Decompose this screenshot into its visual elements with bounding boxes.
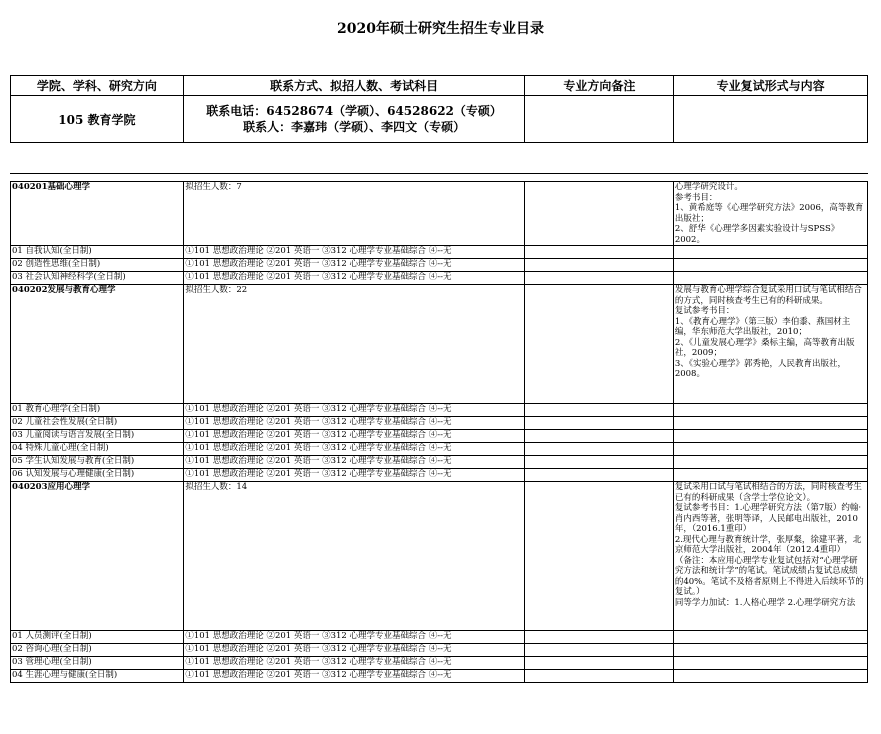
page-title: 2020年硕士研究生招生专业目录 (337, 21, 544, 37)
direction-retest (673, 469, 867, 482)
direction-retest (673, 670, 867, 683)
contact-phone: 联系电话：64528674（学硕）、64528622（专硕） (206, 104, 502, 118)
direction-row (11, 456, 868, 469)
direction-name: 05 学生认知发展与教育(全日制) (11, 456, 184, 469)
direction-exams: ①101 思想政治理论 ②201 英语一 ③312 心理学专业基础综合 ④--无 (184, 259, 524, 272)
direction-row (11, 657, 868, 670)
direction-remark (524, 631, 673, 644)
direction-exams: ①101 思想政治理论 ②201 英语一 ③312 心理学专业基础综合 ④--无 (184, 456, 524, 469)
direction-exams: ①101 思想政治理论 ②201 英语一 ③312 心理学专业基础综合 ④--无 (184, 443, 524, 456)
direction-remark (524, 657, 673, 670)
direction-name: 02 咨询心理(全日制) (11, 644, 184, 657)
header-table (10, 75, 868, 143)
direction-remark (524, 469, 673, 482)
program-retest-note: 发展与教育心理学综合复试采用口试与笔试相结合的方式，同时核查考生已有的科研成果。 复试参考书目： 1、《教育心理学》（第三版）李伯黍、燕国材主编，华东师范大学出版社，2010； 2、《儿童发展心理学》桑标主编，高等教育出版社，2009； 3、《实验心理学》郭秀艳，人民教育出版社，2008。 (673, 285, 867, 404)
direction-exams: ①101 思想政治理论 ②201 英语一 ③312 心理学专业基础综合 ④--无 (184, 469, 524, 482)
program-name: 040203应用心理学 (11, 482, 184, 631)
divider-line (10, 173, 868, 174)
direction-name: 06 认知发展与心理健康(全日制) (11, 469, 184, 482)
direction-exams: ①101 思想政治理论 ②201 英语一 ③312 心理学专业基础综合 ④--无 (184, 272, 524, 285)
direction-row (11, 469, 868, 482)
direction-retest (673, 430, 867, 443)
direction-row (11, 670, 868, 683)
direction-name: 01 教育心理学(全日制) (11, 404, 184, 417)
direction-row (11, 443, 868, 456)
direction-row (11, 246, 868, 259)
direction-exams: ①101 思想政治理论 ②201 英语一 ③312 心理学专业基础综合 ④--无 (184, 644, 524, 657)
direction-name: 02 创造性思维(全日制) (11, 259, 184, 272)
program-name: 040202发展与教育心理学 (11, 285, 184, 404)
program-retest-note: 复试采用口试与笔试相结合的方法，同时核查考生已有的科研成果（含学士学位论文）。 复试参考书目：1.心理学研究方法（第7版）约翰·肖内西等著，张明等译，人民邮电出版社，2010年，（2016.1重印） 2.现代心理与教育统计学，张厚粲，徐建平著，北京师范大学出版社，2004年（2012.4重印） （备注：本应用心理学专业复试包括对“心理学研究方法和统计学”的笔试。笔试成绩占复试总成绩的40%。笔试不及格者原则上不得进入后续环节的复试。） 同等学力加试：1.人格心理学 2.心理学研究方法 (673, 482, 867, 631)
direction-retest (673, 657, 867, 670)
program-row (11, 482, 868, 631)
header-col-college: 学院、学科、研究方向 (11, 76, 184, 96)
direction-exams: ①101 思想政治理论 ②201 英语一 ③312 心理学专业基础综合 ④--无 (184, 246, 524, 259)
direction-remark (524, 246, 673, 259)
direction-remark (524, 259, 673, 272)
direction-name: 04 特殊儿童心理(全日制) (11, 443, 184, 456)
direction-name: 04 生涯心理与健康(全日制) (11, 670, 184, 683)
direction-name: 01 自我认知(全日制) (11, 246, 184, 259)
header-col-contact: 联系方式、拟招人数、考试科目 (183, 76, 525, 96)
program-quota: 拟招生人数：22 (184, 285, 524, 404)
direction-remark (524, 417, 673, 430)
direction-remark (524, 443, 673, 456)
program-retest-note: 心理学研究设计。 参考书目： 1、黄希庭等《心理学研究方法》2006，高等教育出版社； 2、舒华《心理学多因素实验设计与SPSS》2002。 (673, 182, 867, 246)
direction-exams: ①101 思想政治理论 ②201 英语一 ③312 心理学专业基础综合 ④--无 (184, 404, 524, 417)
direction-name: 03 社会认知神经科学(全日制) (11, 272, 184, 285)
program-remark (524, 182, 673, 246)
direction-remark (524, 644, 673, 657)
direction-retest (673, 259, 867, 272)
direction-retest (673, 456, 867, 469)
direction-retest (673, 246, 867, 259)
program-table (10, 181, 868, 683)
direction-name: 01 人员测评(全日制) (11, 631, 184, 644)
direction-retest (673, 404, 867, 417)
program-name: 040201基础心理学 (11, 182, 184, 246)
college-retest (674, 96, 868, 143)
program-quota: 拟招生人数：14 (184, 482, 524, 631)
direction-name: 03 儿童阅读与语言发展(全日制) (11, 430, 184, 443)
direction-row (11, 259, 868, 272)
program-row (11, 182, 868, 246)
direction-exams: ①101 思想政治理论 ②201 英语一 ③312 心理学专业基础综合 ④--无 (184, 657, 524, 670)
direction-row (11, 644, 868, 657)
direction-row (11, 430, 868, 443)
direction-exams: ①101 思想政治理论 ②201 英语一 ③312 心理学专业基础综合 ④--无 (184, 631, 524, 644)
direction-retest (673, 631, 867, 644)
direction-exams: ①101 思想政治理论 ②201 英语一 ③312 心理学专业基础综合 ④--无 (184, 417, 524, 430)
direction-exams: ①101 思想政治理论 ②201 英语一 ③312 心理学专业基础综合 ④--无 (184, 670, 524, 683)
direction-name: 03 管理心理(全日制) (11, 657, 184, 670)
direction-retest (673, 443, 867, 456)
program-quota: 拟招生人数：7 (184, 182, 524, 246)
direction-remark (524, 670, 673, 683)
direction-retest (673, 417, 867, 430)
program-remark (524, 482, 673, 631)
college-name: 105 教育学院 (11, 96, 184, 143)
direction-remark (524, 430, 673, 443)
direction-exams: ①101 思想政治理论 ②201 英语一 ③312 心理学专业基础综合 ④--无 (184, 430, 524, 443)
direction-row (11, 272, 868, 285)
direction-remark (524, 272, 673, 285)
direction-name: 02 儿童社会性发展(全日制) (11, 417, 184, 430)
direction-remark (524, 456, 673, 469)
program-row (11, 285, 868, 404)
direction-row (11, 404, 868, 417)
header-col-remark: 专业方向备注 (525, 76, 674, 96)
header-col-retest: 专业复试形式与内容 (674, 76, 868, 96)
college-contact (183, 96, 525, 143)
program-remark (524, 285, 673, 404)
direction-remark (524, 404, 673, 417)
direction-row (11, 417, 868, 430)
college-remark (525, 96, 674, 143)
contact-person: 联系人：李嘉玮（学硕）、李四文（专硕） (243, 120, 466, 134)
direction-retest (673, 272, 867, 285)
direction-row (11, 631, 868, 644)
direction-retest (673, 644, 867, 657)
